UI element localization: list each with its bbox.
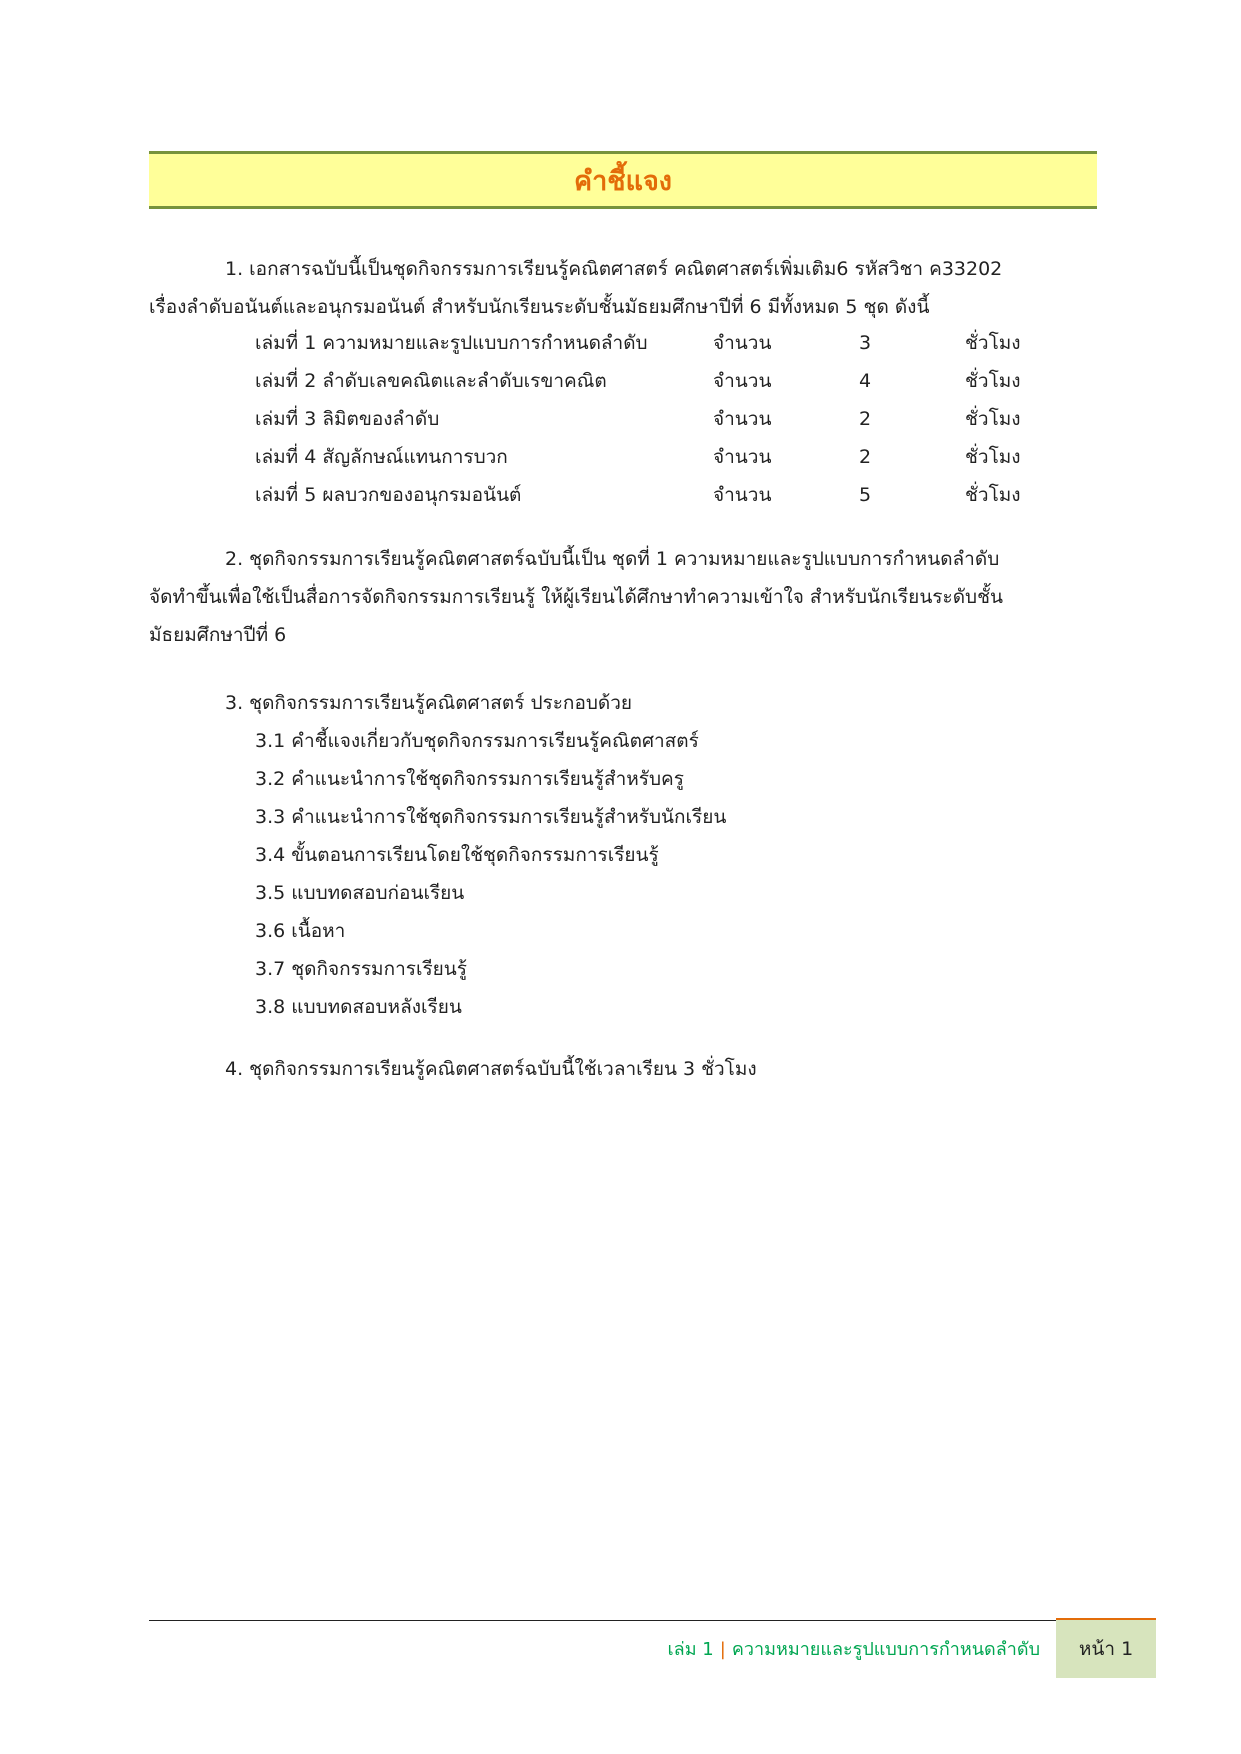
footer-caption: [600, 1630, 1040, 1670]
book-row: [255, 324, 1055, 362]
paragraph-1: [149, 250, 1069, 326]
book-unit: ชั่วโมง: [965, 370, 1021, 392]
footer-book-label: เล่ม 1: [667, 1639, 714, 1660]
paragraph-3-heading: 3. ชุดกิจกรรมการเรียนรู้คณิตศาสตร์ ประกอบด้วย: [225, 692, 633, 714]
book-title: เล่มที่ 1 ความหมายและรูปแบบการกำหนดลำดับ: [255, 332, 648, 354]
book-row: [255, 400, 1055, 438]
footer-separator: |: [719, 1639, 726, 1660]
book-amount-label: จำนวน: [713, 332, 772, 354]
book-amount-label: จำนวน: [713, 446, 772, 468]
title-band: [149, 151, 1097, 209]
list-item: 3.5 แบบทดสอบก่อนเรียน: [255, 882, 465, 904]
book-row: [255, 362, 1055, 400]
book-unit: ชั่วโมง: [965, 408, 1021, 430]
list-item: 3.8 แบบทดสอบหลังเรียน: [255, 996, 462, 1018]
list-item: 3.3 คำแนะนำการใช้ชุดกิจกรรมการเรียนรู้สำหรับนักเรียน: [255, 806, 727, 828]
list-item: 3.2 คำแนะนำการใช้ชุดกิจกรรมการเรียนรู้สำหรับครู: [255, 768, 684, 790]
book-title: เล่มที่ 4 สัญลักษณ์แทนการบวก: [255, 446, 508, 468]
book-title: เล่มที่ 2 ลำดับเลขคณิตและลำดับเรขาคณิต: [255, 370, 607, 392]
book-row: [255, 476, 1055, 514]
paragraph-2-line-2: จัดทำขึ้นเพื่อใช้เป็นสื่อการจัดกิจกรรมการเรียนรู้ ให้ผู้เรียนได้ศึกษาทำความเข้าใจ สำหรับนักเรียนระดับชั้น: [149, 586, 1003, 608]
book-row: [255, 438, 1055, 476]
paragraph-3: [225, 684, 1085, 1026]
paragraph-1-line-1: 1. เอกสารฉบับนี้เป็นชุดกิจกรรมการเรียนรู้คณิตศาสตร์ คณิตศาสตร์เพิ่มเติม6 รหัสวิชา ค33202: [225, 258, 1003, 280]
footer-divider: [149, 1620, 1057, 1621]
book-hours: 5: [859, 484, 872, 506]
book-unit: ชั่วโมง: [965, 484, 1021, 506]
book-unit: ชั่วโมง: [965, 332, 1021, 354]
page-title: คำชี้แจง: [574, 165, 672, 197]
book-hours: 3: [859, 332, 872, 354]
list-item: 3.1 คำชี้แจงเกี่ยวกับชุดกิจกรรมการเรียนรู้คณิตศาสตร์: [255, 730, 699, 752]
list-item: 3.4 ขั้นตอนการเรียนโดยใช้ชุดกิจกรรมการเรียนรู้: [255, 844, 659, 866]
paragraph-2: [149, 540, 1079, 654]
book-amount-label: จำนวน: [713, 370, 772, 392]
book-hours: 2: [859, 446, 872, 468]
paragraph-1-line-2: เรื่องลำดับอนันต์และอนุกรมอนันต์ สำหรับนักเรียนระดับชั้นมัธยมศึกษาปีที่ 6 มีทั้งหมด 5 ชุด ดังนี้: [149, 296, 930, 318]
list-item: 3.7 ชุดกิจกรรมการเรียนรู้: [255, 958, 467, 980]
paragraph-2-line-1: 2. ชุดกิจกรรมการเรียนรู้คณิตศาสตร์ฉบับนี้เป็น ชุดที่ 1 ความหมายและรูปแบบการกำหนดลำดับ: [225, 548, 1000, 570]
book-title: เล่มที่ 3 ลิมิตของลำดับ: [255, 408, 440, 430]
page-number-box: [1056, 1618, 1156, 1678]
footer-book-title: ความหมายและรูปแบบการกำหนดลำดับ: [731, 1639, 1040, 1660]
book-amount-label: จำนวน: [713, 484, 772, 506]
page-number: หน้า 1: [1078, 1638, 1134, 1660]
list-item: 3.6 เนื้อหา: [255, 920, 346, 942]
paragraph-4: 4. ชุดกิจกรรมการเรียนรู้คณิตศาสตร์ฉบับนี้ใช้เวลาเรียน 3 ชั่วโมง: [225, 1058, 757, 1080]
book-hours: 2: [859, 408, 872, 430]
book-list: [255, 324, 1055, 514]
book-title: เล่มที่ 5 ผลบวกของอนุกรมอนันต์: [255, 484, 522, 506]
book-unit: ชั่วโมง: [965, 446, 1021, 468]
book-amount-label: จำนวน: [713, 408, 772, 430]
paragraph-2-line-3: มัธยมศึกษาปีที่ 6: [149, 624, 287, 646]
book-hours: 4: [859, 370, 872, 392]
